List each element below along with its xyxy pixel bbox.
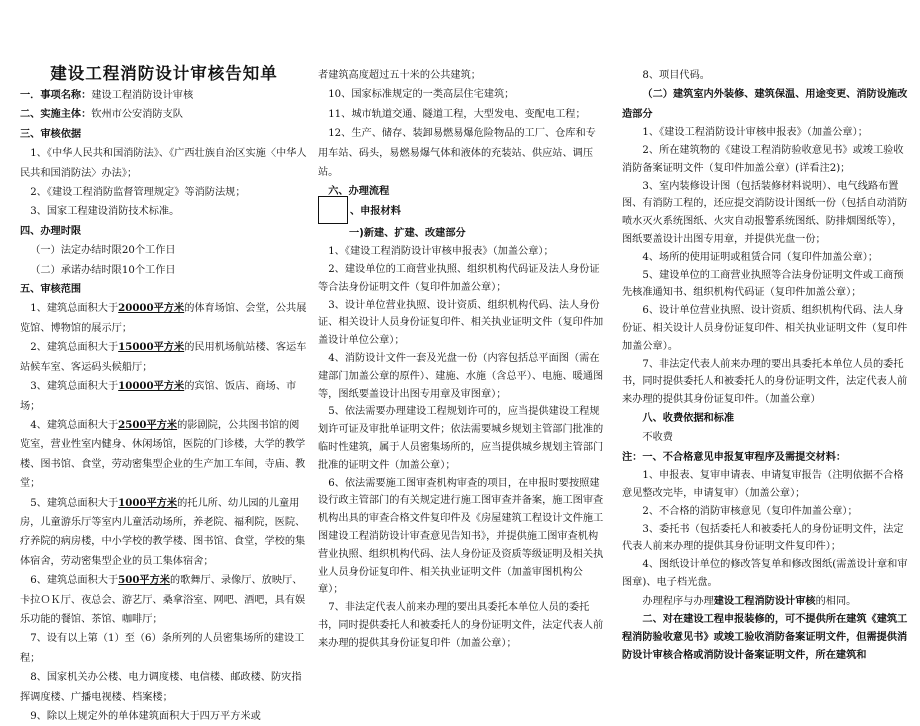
subsection-heading: （二）建筑室内外装修、建筑保温、用途变更、消防设施改造部分	[622, 89, 908, 120]
material-item: 7、非法定代表人前来办理的要出具委托本单位人员的委托书，同时提供委托人和被委托人的身份证明文件，法定代表人前来办理的提供其身份证复印件。（加盖公章）	[622, 358, 908, 406]
column-middle	[318, 66, 605, 653]
scope-item: 8、国家机关办公楼、电力调度楼、电信楼、邮政楼、防灾指挥调度楼、广播电视楼、档案楼；	[20, 672, 302, 703]
document-title: 建设工程消防设计审核告知单	[50, 64, 278, 83]
basis-item: 2、《建设工程消防监督管理规定》等消防法规；	[30, 187, 246, 199]
material-item: 6、设计单位营业执照、设计资质、组织机构代码、法人身份证、相关设计人员身份证复印件、相关执业证明文件（复印件加盖公章）。	[622, 305, 908, 352]
scope-text: 6、建筑总面积大于	[30, 575, 119, 587]
section-heading: 四、办理时限	[20, 225, 82, 237]
note-heading: 注：一、不合格意见申报复审程序及需提交材料：	[622, 451, 847, 463]
material-item: 7、非法定代表人前来办理的要出具委托本单位人员的委托书，同时提供委托人和被委托人的身份证明文件，法定代表人前来办理的提供其身份证复印件（加盖公章）；	[318, 602, 604, 649]
note-item: 3、委托书（包括委托人和被委托人的身份证明文件，法定代表人前来办理的提供其身份证明文件复印件）；	[622, 523, 904, 553]
subsection-heading: 一)新建、扩建、改建部分	[349, 227, 466, 239]
fee-text: 不收费	[642, 432, 673, 444]
scope-item	[20, 377, 308, 416]
material-item: 1、《建设工程消防设计审核申报表》（加盖公章）；	[642, 127, 868, 139]
material-item: 6、依法需要施工图审查机构审查的项目，在申报时要按照建设行政主管部门的有关规定进行施工图审查并备案，施工图审查机构出具的审查合格文件复印件及《房屋建筑工程设计文件施工图建设工程消防设计审查意见告知书》，并提供施工图审查机构营业执照、组织机构代码、法人身份证及资质等级证明及相关执业人员身份证复印件、相关执业证明文件（加盖审图机构公章）；	[318, 477, 604, 596]
procedure-bold: 建设工程消防设计审核	[713, 594, 816, 607]
scope-text: 的歌舞厅、录像厅、放映厅、卡拉ＯＫ厅、夜总会、游艺厅、桑拿浴室、网吧、酒吧，具有娱乐功能的餐馆、茶馆、咖啡厅；	[20, 575, 306, 625]
material-item: 4、消防设计文件一套及光盘一份（内容包括总平面图（需在建部门加盖公章的原件）、建施、水施（含总平）、电施、暖通图等，图纸要盖设计出图专用章及审图章）；	[318, 353, 604, 400]
scope-item: 7、设有以上第（1）至（6）条所列的人员密集场所的建设工程；	[20, 633, 305, 664]
scope-text: 3、建筑总面积大于	[30, 381, 119, 393]
material-item: 3、设计单位营业执照、设计资质、组织机构代码、法人身份证、相关设计人员身份证复印件、相关执业证明文件（复印件加盖设计单位公章）；	[318, 299, 604, 347]
section-heading: 二、实施主体：	[20, 109, 92, 121]
blank-box	[318, 196, 348, 224]
scope-text: 4、建筑总面积大于	[30, 419, 119, 431]
scope-area: 2500平方米	[118, 418, 178, 431]
section-heading: 三、审核依据	[20, 128, 82, 140]
item-name-value: 建设工程消防设计审核	[91, 90, 194, 101]
scope-text: 的影剧院，公共图书馆的阅览室，营业性室内健身、休闲场馆，医院的门诊楼，大学的教学楼、图书馆、食堂，劳动密集型企业的生产加工车间，寺庙、教堂；	[20, 419, 306, 490]
materials-heading: 、申报材料	[350, 205, 401, 217]
procedure-pre: 办理程序与办理	[642, 595, 714, 607]
material-item: 4、场所的使用证明或租赁合同（复印件加盖公章）；	[642, 251, 879, 263]
material-item: 2、所在建筑物的《建设工程消防验收意见书》或竣工验收消防备案证明文件（复印件加盖公章）(详看注2)；	[622, 145, 904, 174]
scope-item: 9、除以上规定外的单体建筑面积大于四万平方米或	[30, 711, 261, 722]
section-heading: 一．事项名称：	[20, 90, 92, 101]
scope-area: 1000平方米	[118, 496, 178, 509]
scope-area: 500平方米	[118, 574, 170, 587]
scope-text: 1、建筑总面积大于	[30, 303, 119, 315]
scope-area: 10000平方米	[118, 380, 185, 393]
material-item: 2、建设单位的工商营业执照、组织机构代码证及法人身份证等合法身份证明文件（复印件加盖公章）；	[318, 264, 600, 293]
subsection-heading	[318, 202, 605, 224]
procedure-post: 的相同。	[815, 595, 857, 607]
note-two: 二、对在建设工程申报装修的，可不提供所在建筑《建筑工程消防验收意见书》或竣工验收消防备案证明文件，但需提供消防设计审核合格或消防设计备案证明文件，所在建筑和	[622, 613, 908, 661]
scope-text: 的宾馆、饭店、商场、市场；	[20, 381, 297, 412]
scope-item	[20, 299, 308, 338]
section-item-name	[20, 86, 308, 105]
basis-item: 1、《中华人民共和国消防法》、《广西壮族自治区实施〈中华人民共和国消防法〉办法》；	[20, 148, 307, 179]
column-right	[622, 66, 912, 665]
scope-item	[20, 571, 308, 629]
scope-item: 10、国家标准规定的一类高层住宅建筑；	[328, 89, 515, 101]
note-item: 2、不合格的消防审核意见（复印件加盖公章）；	[642, 505, 858, 517]
time-item: （一）法定办结时限20个工作日	[30, 245, 176, 257]
scope-area: 20000平方米	[118, 302, 185, 315]
scope-item: 12、生产、储存、装卸易燃易爆危险物品的工厂、仓库和专用车站、码头，易燃易爆气体和液体的充装站、供应站、调压站。	[318, 128, 596, 179]
scope-text: 5、建筑总面积大于	[30, 497, 119, 509]
scope-continued: 者建筑高度超过五十米的公共建筑；	[318, 70, 481, 81]
note-item: 4、图纸设计单位的修改答复单和修改图纸(需盖设计章和审图章)、电子档光盘。	[622, 559, 908, 588]
column-left	[20, 64, 308, 726]
material-item: 3、室内装修设计图（包括装修材料说明）、电气线路布置图、有消防工程的，还应提交消防设计图纸一份（包括自动消防喷水灭火系统图纸、火灾自动报警系统图纸、防排烟图纸等），图纸要盖设计出图专用章，并提供光盘一份；	[622, 180, 908, 245]
scope-item	[20, 416, 308, 494]
scope-item	[20, 338, 308, 377]
section-heading: 五、审核范围	[20, 284, 82, 296]
scope-item: 11、城市轨道交通、隧道工程，大型发电、变配电工程；	[328, 108, 586, 120]
material-item: 5、建设单位的工商营业执照等合法身份证明文件或工商预先核准通知书、组织机构代码证（复印件加盖公章）；	[622, 269, 904, 299]
scope-text: 的托儿所、幼儿园的儿童用房，儿童游乐厅等室内儿童活动场所，养老院、福利院，医院、疗养院的病房楼，中小学校的教学楼、图书馆、食堂，学校的集体宿舍，劳动密集型企业的员工集体宿舍；	[20, 497, 306, 567]
scope-area: 15000平方米	[118, 341, 185, 354]
scope-text: 的体育场馆、会堂，公共展览馆、博物馆的展示厅；	[20, 303, 307, 334]
scope-item	[20, 494, 308, 572]
section-heading: 六、办理流程	[328, 186, 390, 198]
material-item: 8、项目代码。	[642, 70, 710, 81]
material-item: 1、《建设工程消防设计审核申报表》（加盖公章）；	[328, 246, 554, 258]
scope-text: 的民用机场航站楼、客运车站候车室、客运码头候船厅；	[20, 342, 307, 373]
note-item: 1、申报表、复审申请表、申请复审报告（注明依据不合格意见整改完毕，申请复审）（加盖公章）；	[622, 470, 904, 499]
procedure-text	[622, 592, 912, 611]
implementer-value: 钦州市公安消防支队	[91, 109, 183, 121]
material-item: 5、依法需要办理建设工程规划许可的，应当提供建设工程规划许可证及审批单证明文件；依法需要城乡规划主管部门批准的临时性建筑，属于人员密集场所的，应当提供城乡规划主管部门批准的证明文件（加盖公章）；	[318, 406, 604, 471]
section-heading: 八、收费依据和标准	[642, 412, 735, 424]
section-implementer	[20, 105, 308, 124]
scope-text: 2、建筑总面积大于	[30, 342, 119, 354]
basis-item: 3、国家工程建设消防技术标准。	[30, 206, 180, 218]
time-item: （二）承诺办结时限10个工作日	[30, 264, 176, 276]
